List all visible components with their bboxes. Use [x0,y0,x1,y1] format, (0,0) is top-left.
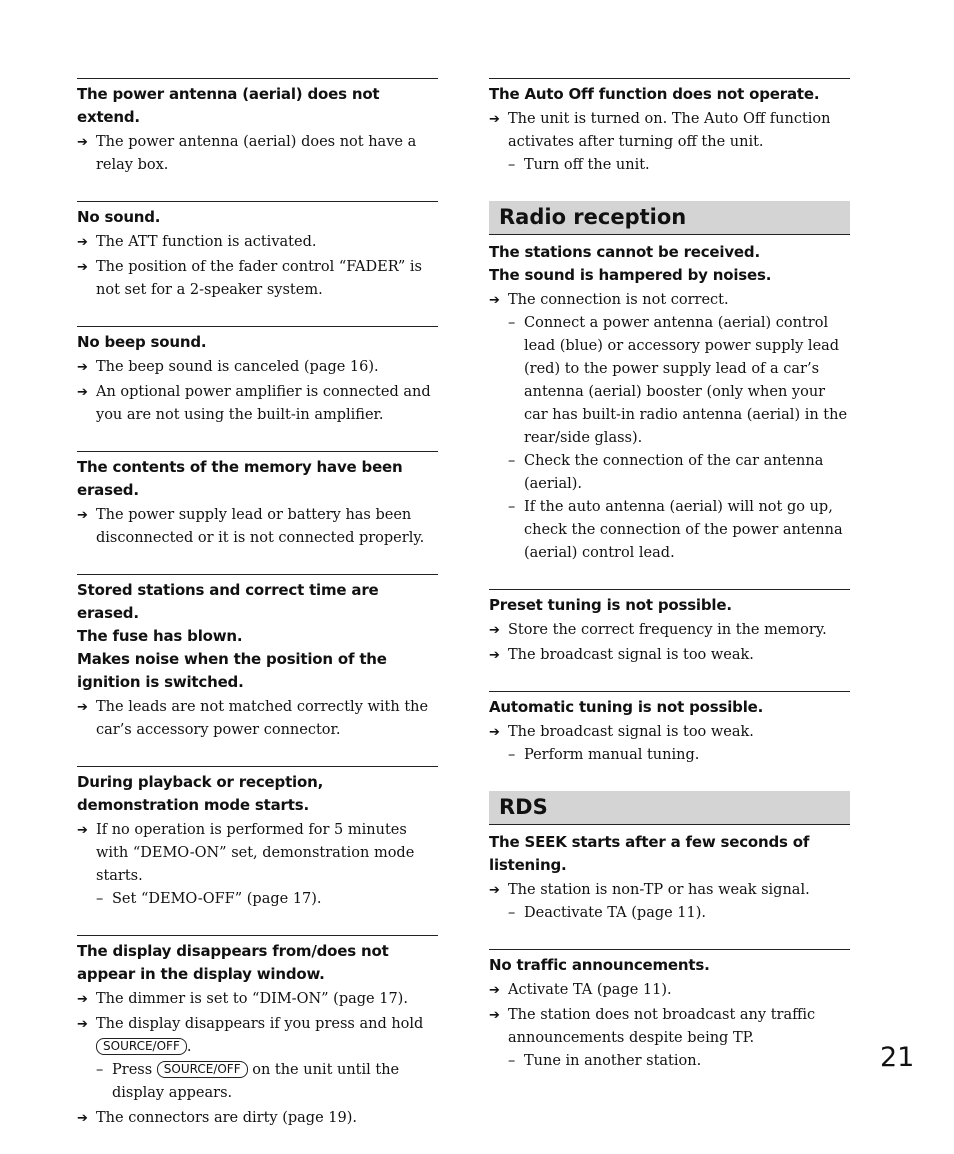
cause-item: ➔ The broadcast signal is too weak. [489,721,850,744]
trouble-block [77,201,438,302]
cause-item: ➔ The unit is turned on. The Auto Off function activates after turning off the unit. [489,108,850,154]
trouble-block [77,451,438,550]
cause-item: ➔ The dimmer is set to “DIM-ON” (page 17). [77,988,438,1011]
trouble-block [77,326,438,427]
dash-bullet: – [508,315,516,331]
section-title: RDS [499,795,548,819]
source-off-button-label: SOURCE/OFF [157,1061,248,1078]
arrow-icon: ➔ [489,623,500,638]
left-column [77,78,438,1154]
remedy-item: – Check the connection of the car antenna (aerial). [489,450,850,496]
right-column [489,78,850,1097]
dash-bullet: – [508,905,516,921]
cause-item: ➔ The station does not broadcast any traffic announcements despite being TP. [489,1004,850,1050]
arrow-icon: ➔ [77,700,88,715]
remedy-item: – Perform manual tuning. [489,744,850,767]
cause-item: ➔ Activate TA (page 11). [489,979,850,1002]
page-number: 21 [880,1042,915,1073]
arrow-icon: ➔ [489,648,500,663]
arrow-icon: ➔ [77,135,88,150]
trouble-block [489,239,850,565]
arrow-icon: ➔ [77,992,88,1007]
arrow-icon: ➔ [77,1111,88,1126]
problem-heading: Stored stations and correct time are erased. [77,581,379,622]
arrow-icon: ➔ [77,235,88,250]
remedy-item: – Turn off the unit. [489,154,850,177]
problem-heading: Preset tuning is not possible. [489,596,732,614]
problem-heading: Makes noise when the position of the ignition is switched. [77,650,387,691]
cause-item: ➔ An optional power amplifier is connected and you are not using the built-in amplifier. [77,381,438,427]
cause-item: ➔ The connectors are dirty (page 19). [77,1107,438,1130]
dash-bullet: – [508,1053,516,1069]
trouble-block [489,78,850,177]
dash-bullet: – [508,747,516,763]
source-off-button-label: SOURCE/OFF [96,1038,187,1055]
dash-bullet: – [96,1062,104,1078]
cause-item: ➔ The power antenna (aerial) does not have a relay box. [77,131,438,177]
trouble-block [77,935,438,1130]
cause-item: ➔ The connection is not correct. [489,289,850,312]
problem-heading: The display disappears from/does not appear in the display window. [77,942,389,983]
arrow-icon: ➔ [77,508,88,523]
cause-item: ➔ The beep sound is canceled (page 16). [77,356,438,379]
remedy-item: – Set “DEMO-OFF” (page 17). [77,888,438,911]
arrow-icon: ➔ [489,883,500,898]
cause-item: ➔ The station is non-TP or has weak signal. [489,879,850,902]
arrow-icon: ➔ [77,385,88,400]
dash-bullet: – [508,157,516,173]
cause-item: ➔ Store the correct frequency in the memory. [489,619,850,642]
trouble-block [77,78,438,177]
arrow-icon: ➔ [489,1008,500,1023]
arrow-icon: ➔ [489,725,500,740]
cause-item: ➔ The broadcast signal is too weak. [489,644,850,667]
problem-heading: The contents of the memory have been erased. [77,458,403,499]
trouble-block [489,829,850,925]
arrow-icon: ➔ [77,823,88,838]
problem-heading: The stations cannot be received. [489,243,760,261]
remedy-item: – Connect a power antenna (aerial) control lead (blue) or accessory power supply lead (red) to the power supply lead of a car’s antenna (aerial) booster (only when your car has built-in radio antenna (aerial) in the rear/side glass). [489,312,850,450]
arrow-icon: ➔ [489,112,500,127]
remedy-item: – Press SOURCE/OFF on the unit until the display appears. [77,1059,438,1105]
problem-heading: The SEEK starts after a few seconds of listening. [489,833,810,874]
arrow-icon: ➔ [489,293,500,308]
problem-heading: The power antenna (aerial) does not extend. [77,85,380,126]
remedy-item: – If the auto antenna (aerial) will not go up, check the connection of the power antenna (aerial) control lead. [489,496,850,565]
problem-heading: During playback or reception, demonstration mode starts. [77,773,324,814]
cause-item: ➔ The display disappears if you press and hold SOURCE/OFF . [77,1013,438,1059]
trouble-block [77,574,438,742]
cause-item: ➔ The leads are not matched correctly with the car’s accessory power connector. [77,696,438,742]
section-heading [489,791,850,825]
dash-bullet: – [96,891,104,907]
problem-heading: The Auto Off function does not operate. [489,85,820,103]
arrow-icon: ➔ [489,983,500,998]
problem-heading: No beep sound. [77,333,207,351]
problem-heading: The sound is hampered by noises. [489,266,772,284]
trouble-block [489,949,850,1073]
section-heading [489,201,850,235]
remedy-item: – Tune in another station. [489,1050,850,1073]
problem-heading: The fuse has blown. [77,627,243,645]
cause-item: ➔ If no operation is performed for 5 minutes with “DEMO-ON” set, demonstration mode starts. [77,819,438,888]
cause-item: ➔ The power supply lead or battery has been disconnected or it is not connected properly. [77,504,438,550]
problem-heading: No sound. [77,208,161,226]
trouble-block [489,691,850,767]
remedy-item: – Deactivate TA (page 11). [489,902,850,925]
dash-bullet: – [508,499,516,515]
cause-item: ➔ The position of the fader control “FADER” is not set for a 2-speaker system. [77,256,438,302]
trouble-block [489,589,850,667]
cause-item: ➔ The ATT function is activated. [77,231,438,254]
problem-heading: No traffic announcements. [489,956,710,974]
dash-bullet: – [508,453,516,469]
section-title: Radio reception [499,205,687,229]
arrow-icon: ➔ [77,1017,88,1032]
trouble-block [77,766,438,911]
arrow-icon: ➔ [77,260,88,275]
arrow-icon: ➔ [77,360,88,375]
problem-heading: Automatic tuning is not possible. [489,698,764,716]
